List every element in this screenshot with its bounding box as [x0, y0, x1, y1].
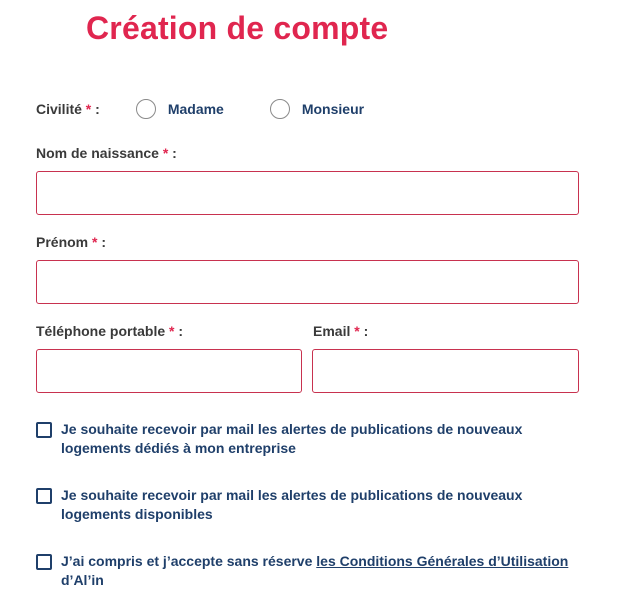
birth-name-input[interactable] [36, 171, 579, 215]
birth-name-label: Nom de naissance * : [36, 145, 177, 161]
civility-row [36, 96, 410, 122]
radio-monsieur[interactable] [270, 99, 364, 119]
radio-label-monsieur[interactable]: Monsieur [301, 101, 365, 117]
radio-madame[interactable] [136, 99, 224, 119]
required-mark: * [92, 234, 98, 250]
alerts-company-checkbox[interactable] [36, 422, 52, 438]
required-mark: * [169, 323, 175, 339]
terms-row [36, 552, 581, 590]
first-name-input[interactable] [36, 260, 579, 304]
terms-link[interactable]: les Conditions Générales d’Utilisation [316, 553, 569, 569]
mobile-label: Téléphone portable * : [36, 323, 184, 339]
radio-circle-madame[interactable] [136, 99, 156, 119]
page-title: Création de compte [86, 10, 389, 46]
required-mark: * [162, 145, 169, 161]
required-mark: * [354, 323, 360, 339]
alerts-available-checkbox[interactable] [36, 488, 52, 504]
civility-label: Civilité * : [36, 101, 100, 117]
alerts-company-row [36, 420, 581, 458]
required-mark: * [85, 101, 92, 117]
terms-text: J’ai compris et j’accepte sans réserve les Conditions Générales d’Utilisation d’Al’in [61, 553, 569, 588]
radio-label-madame[interactable]: Madame [167, 101, 224, 117]
terms-checkbox[interactable] [36, 554, 52, 570]
first-name-label: Prénom * : [36, 234, 107, 250]
alerts-available-row [36, 486, 581, 524]
alerts-company-text[interactable]: Je souhaite recevoir par mail les alertes de publications de nouveaux logements dédiés à mon entreprise [61, 421, 523, 456]
alerts-available-text[interactable]: Je souhaite recevoir par mail les alertes de publications de nouveaux logements disponibles [61, 487, 523, 522]
mobile-input[interactable] [36, 349, 302, 393]
radio-circle-monsieur[interactable] [270, 99, 290, 119]
email-label: Email * : [313, 323, 369, 339]
email-input[interactable] [312, 349, 579, 393]
